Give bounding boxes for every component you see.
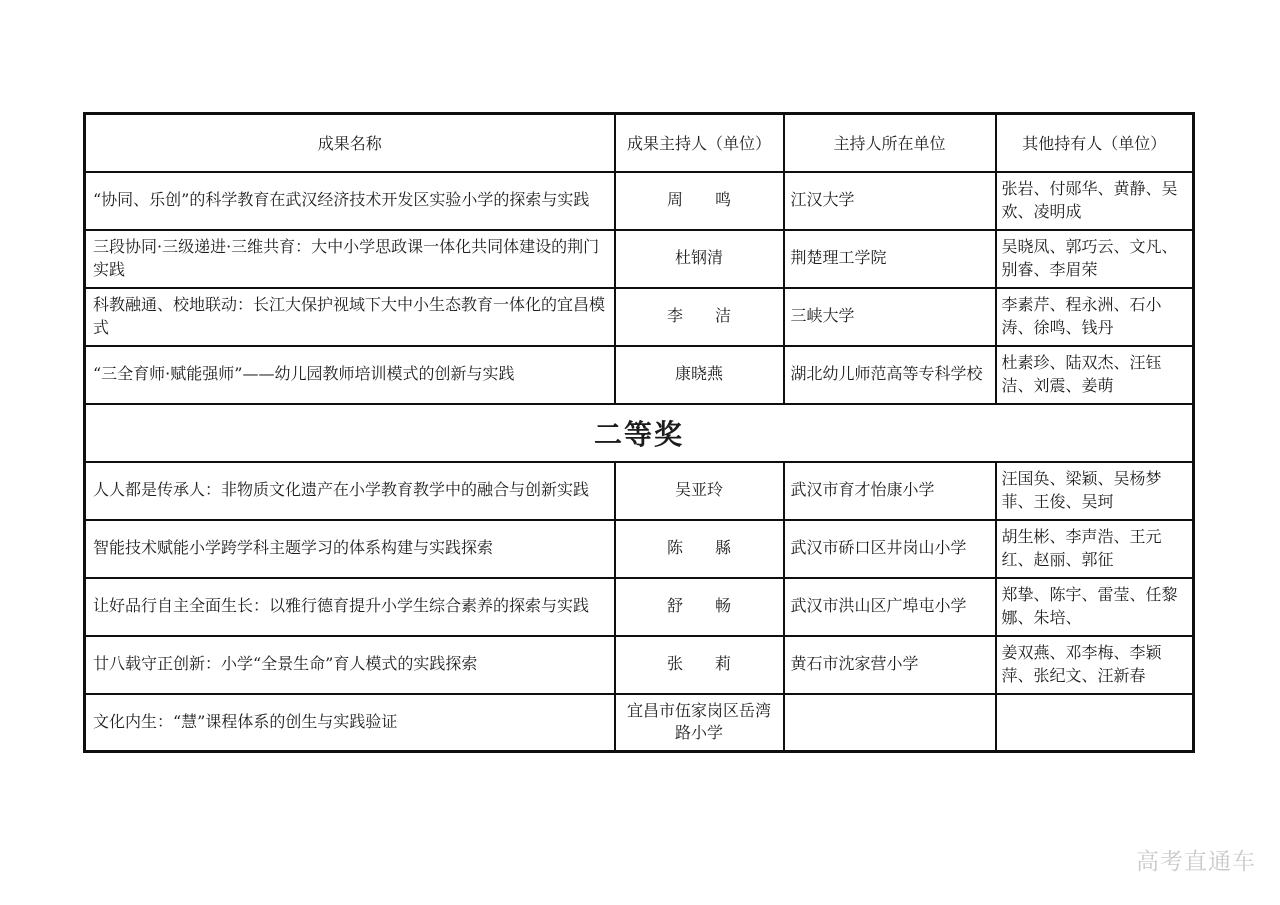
col-header-achievement-name: 成果名称 bbox=[85, 114, 615, 172]
table-row bbox=[85, 636, 1194, 694]
cell-achievement-title: 廿八载守正创新：小学“全景生命”育人模式的实践探索 bbox=[85, 636, 615, 694]
table-row bbox=[85, 694, 1194, 752]
cell-leader-institution: 武汉市硚口区井岗山小学 bbox=[784, 520, 996, 578]
cell-other-holders: 吴晓凤、郭巧云、文凡、别睿、李眉荣 bbox=[996, 230, 1194, 288]
section-header-row bbox=[85, 404, 1194, 462]
cell-achievement-title: 智能技术赋能小学跨学科主题学习的体系构建与实践探索 bbox=[85, 520, 615, 578]
table-row bbox=[85, 288, 1194, 346]
table-row bbox=[85, 172, 1194, 230]
cell-achievement-title: 人人都是传承人：非物质文化遗产在小学教育教学中的融合与创新实践 bbox=[85, 462, 615, 520]
table-row bbox=[85, 346, 1194, 404]
awards-table bbox=[83, 112, 1195, 753]
cell-other-holders: 胡生彬、李声浩、王元红、赵丽、郭征 bbox=[996, 520, 1194, 578]
cell-leader-institution bbox=[784, 694, 996, 752]
cell-leader-institution: 湖北幼儿师范高等专科学校 bbox=[784, 346, 996, 404]
cell-other-holders: 汪国奂、梁颖、吴杨梦菲、王俊、吴珂 bbox=[996, 462, 1194, 520]
cell-other-holders: 杜素珍、陆双杰、汪钰洁、刘震、姜萌 bbox=[996, 346, 1194, 404]
cell-other-holders: 李素芹、程永洲、石小涛、徐鸣、钱丹 bbox=[996, 288, 1194, 346]
cell-leader-name: 舒 畅 bbox=[615, 578, 784, 636]
cell-leader-name: 李 洁 bbox=[615, 288, 784, 346]
cell-leader-institution: 武汉市育才怡康小学 bbox=[784, 462, 996, 520]
cell-achievement-title: 科教融通、校地联动：长江大保护视域下大中小生态教育一体化的宜昌模式 bbox=[85, 288, 615, 346]
cell-leader-name: 杜钢清 bbox=[615, 230, 784, 288]
cell-leader-institution: 武汉市洪山区广埠屯小学 bbox=[784, 578, 996, 636]
table-header-row bbox=[85, 114, 1194, 172]
cell-other-holders: 张岩、付郧华、黄静、吴欢、凌明成 bbox=[996, 172, 1194, 230]
col-header-other-holders: 其他持有人（单位） bbox=[996, 114, 1194, 172]
cell-leader-institution: 荆楚理工学院 bbox=[784, 230, 996, 288]
cell-leader-institution: 黄石市沈家营小学 bbox=[784, 636, 996, 694]
cell-other-holders bbox=[996, 694, 1194, 752]
watermark: 高考直通车 bbox=[1136, 849, 1256, 875]
cell-other-holders: 郑挚、陈宇、雷莹、任黎娜、朱培、 bbox=[996, 578, 1194, 636]
cell-leader-institution: 三峡大学 bbox=[784, 288, 996, 346]
cell-other-holders: 姜双燕、邓李梅、李颖萍、张纪文、汪新春 bbox=[996, 636, 1194, 694]
cell-leader-name: 康晓燕 bbox=[615, 346, 784, 404]
table-row bbox=[85, 230, 1194, 288]
table-row bbox=[85, 578, 1194, 636]
col-header-leader-unit: 成果主持人（单位） bbox=[615, 114, 784, 172]
cell-leader-name: 张 莉 bbox=[615, 636, 784, 694]
table-row bbox=[85, 462, 1194, 520]
cell-achievement-title: 文化内生：“慧”课程体系的创生与实践验证 bbox=[85, 694, 615, 752]
cell-achievement-title: 三段协同·三级递进·三维共育：大中小学思政课一体化共同体建设的荆门实践 bbox=[85, 230, 615, 288]
col-header-leader-institution: 主持人所在单位 bbox=[784, 114, 996, 172]
section-header-second-prize: 二等奖 bbox=[85, 404, 1194, 462]
table-row bbox=[85, 520, 1194, 578]
cell-leader-institution: 江汉大学 bbox=[784, 172, 996, 230]
cell-achievement-title: “三全育师·赋能强师”——幼儿园教师培训模式的创新与实践 bbox=[85, 346, 615, 404]
cell-leader-name: 陈 縣 bbox=[615, 520, 784, 578]
cell-achievement-title: 让好品行自主全面生长：以雅行德育提升小学生综合素养的探索与实践 bbox=[85, 578, 615, 636]
cell-achievement-title: “协同、乐创”的科学教育在武汉经济技术开发区实验小学的探索与实践 bbox=[85, 172, 615, 230]
cell-leader-name: 吴亚玲 bbox=[615, 462, 784, 520]
cell-leader-name: 周 鸣 bbox=[615, 172, 784, 230]
cell-leader-name: 宜昌市伍家岗区岳湾路小学 bbox=[615, 694, 784, 752]
